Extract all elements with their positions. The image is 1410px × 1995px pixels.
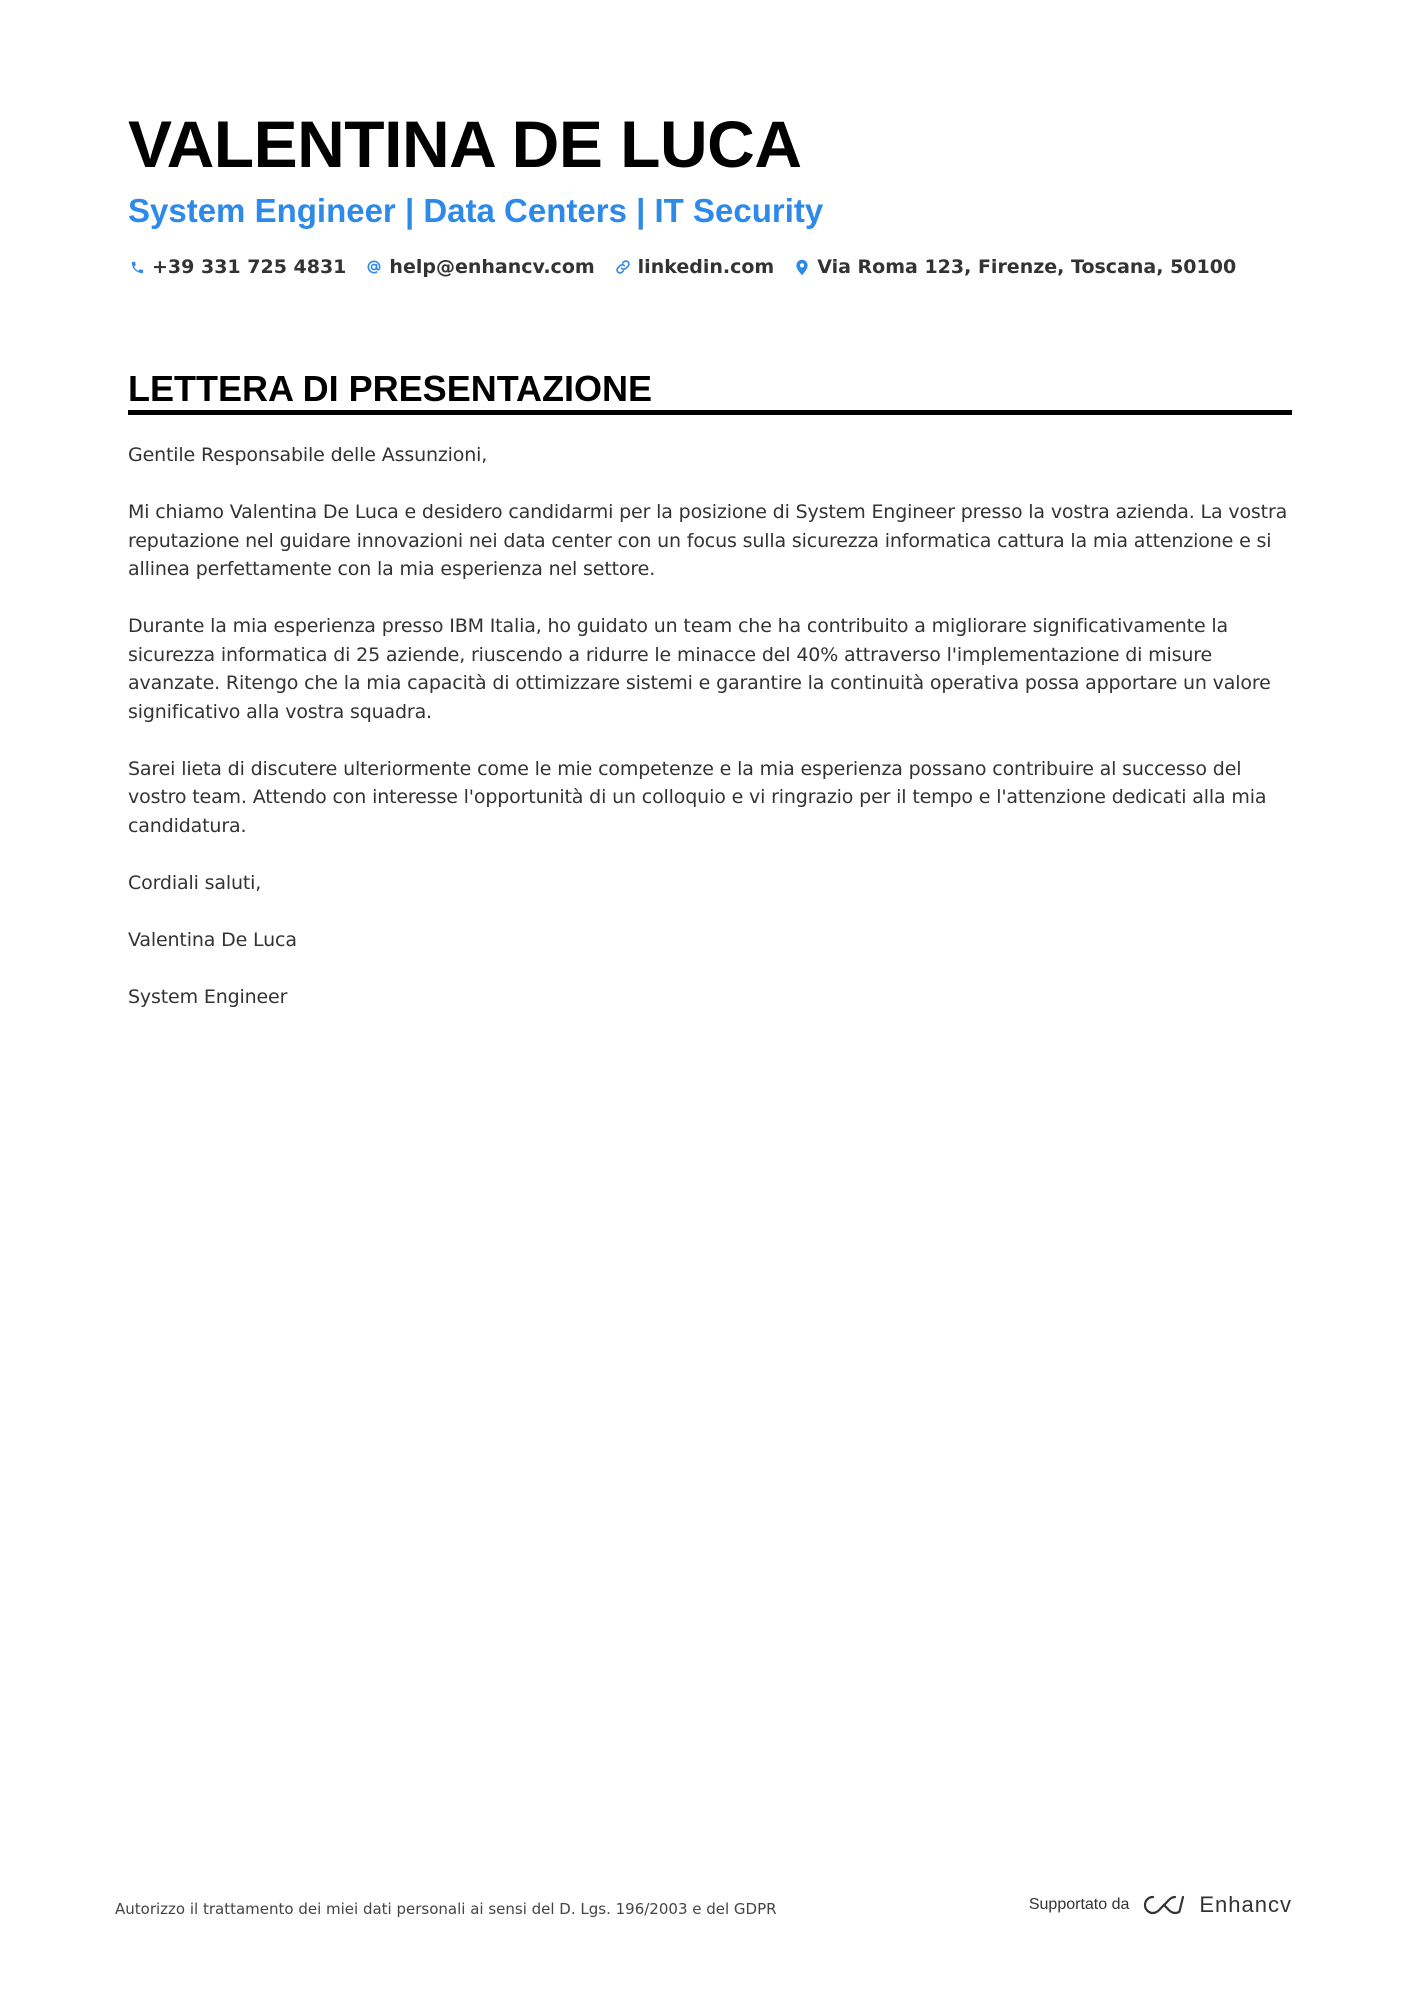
contact-linkedin-text[interactable]: linkedin.com xyxy=(637,256,775,278)
contact-address xyxy=(793,252,1236,282)
letter-body xyxy=(128,441,1292,1040)
contact-email[interactable] xyxy=(365,252,594,282)
letter-closing: Cordiali saluti, xyxy=(128,871,262,894)
contact-phone xyxy=(128,252,346,282)
letter-paragraph: Sarei lieta di discutere ulteriormente come le mie competenze e la mia esperienza possano contribuire al successo del vostro team. Attendo con interesse l'opportunità di un colloquio e vi ringrazio per il tempo e l'attenzione dedicati alla mia candidatura. xyxy=(128,757,1267,837)
location-pin-icon xyxy=(793,258,811,276)
phone-icon xyxy=(128,258,146,276)
brand-name: Enhancv xyxy=(1199,1892,1292,1917)
candidate-name: VALENTINA DE LUCA xyxy=(128,107,802,181)
at-icon xyxy=(365,258,383,276)
link-icon xyxy=(614,258,632,276)
cover-letter-page xyxy=(128,0,1292,1995)
candidate-headline: System Engineer | Data Centers | IT Security xyxy=(128,192,824,229)
contact-address-text: Via Roma 123, Firenze, Toscana, 50100 xyxy=(817,256,1237,278)
letter-salutation: Gentile Responsabile delle Assunzioni, xyxy=(128,444,488,466)
contact-phone-text: +39 331 725 4831 xyxy=(152,256,347,278)
letter-paragraph: Mi chiamo Valentina De Luca e desidero candidarmi per la posizione di System Engineer presso la vostra azienda. La vostra reputazione nel guidare innovazioni nei data center con un focus sulla sicurezza informatica cattura la mia attenzione e si allinea perfettamente con la mia esperienza nel settore. xyxy=(128,501,1288,580)
enhancv-logo-icon xyxy=(1141,1893,1187,1917)
contact-linkedin[interactable] xyxy=(614,252,775,282)
signature-title: System Engineer xyxy=(128,985,288,1008)
contact-bar xyxy=(128,252,1236,282)
signature-name: Valentina De Luca xyxy=(128,928,297,951)
privacy-consent-note: Autorizzo il trattamento dei miei dati personali ai sensi del D. Lgs. 196/2003 e del GDPR xyxy=(115,1900,777,1918)
powered-by[interactable] xyxy=(1029,1892,1292,1918)
contact-email-text[interactable]: help@enhancv.com xyxy=(389,256,595,278)
powered-by-label: Supportato da xyxy=(1028,1896,1130,1913)
section-title: LETTERA DI PRESENTAZIONE xyxy=(128,368,653,409)
letter-paragraph: Durante la mia esperienza presso IBM Italia, ho guidato un team che ha contribuito a migliorare significativamente la sicurezza informatica di 25 aziende, riuscendo a ridurre le minacce del 40% attraverso l'implementazione di misure avanzate. Ritengo che la mia capacità di ottimizzare sistemi e garantire la continuità operativa possa apportare un valore significativo alla vostra squadra. xyxy=(128,615,1271,723)
section-divider xyxy=(128,410,1292,415)
